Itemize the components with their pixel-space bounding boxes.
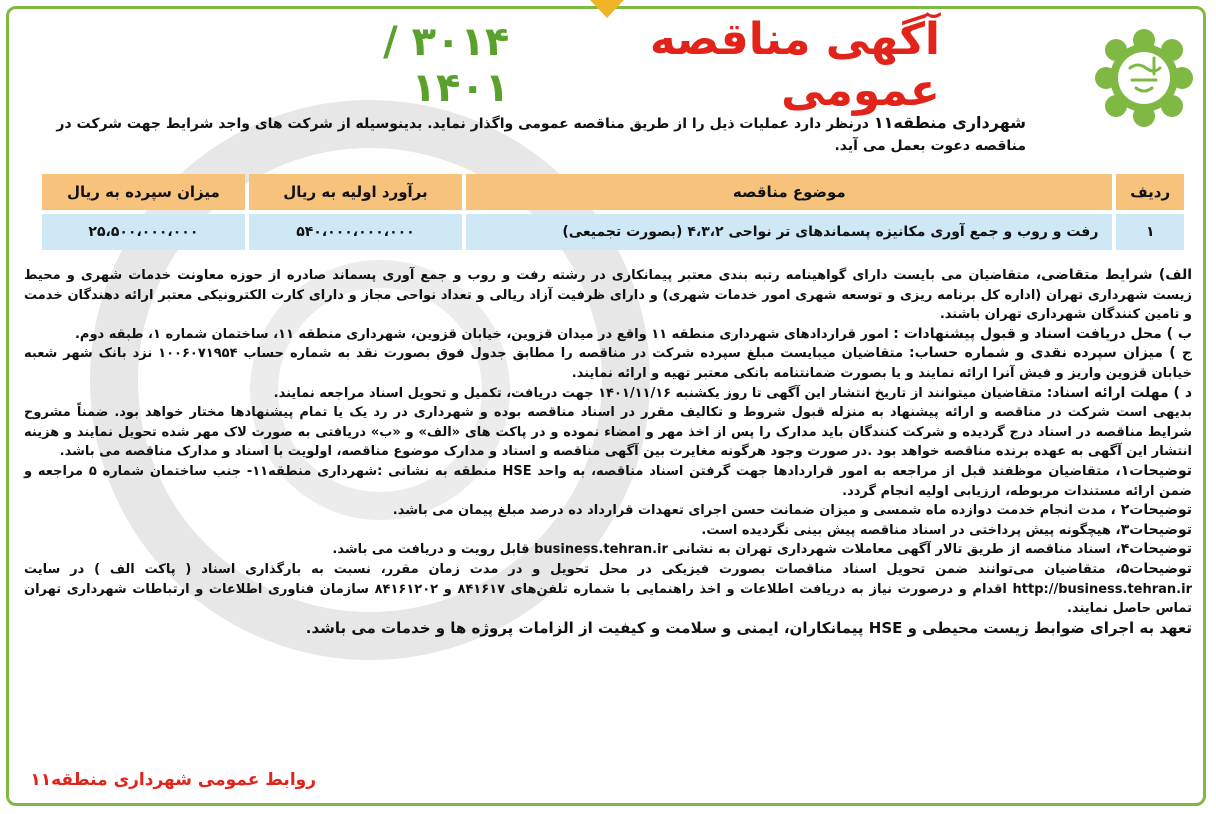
cell-subject: رفت و روب و جمع آوری مکانیزه پسماندهای تر نواحی ۴،۳،۲ (بصورت تجمیعی) <box>466 214 1112 250</box>
header-row-number: ردیف <box>1116 174 1184 210</box>
section-c: ج ) میزان سپرده نقدی و شماره حساب: متقاضیان میبایست مبلغ سپرده شرکت در مناقصه را مطابق جدول فوق بصورت نقد به شماره حساب ۱۰۰۶۰۷۱۹۵۴ نزد بانک شهر شعبه خیابان قزوین واریز و فیش آنرا ارائه نمایند و یا بصورت ضمانتنامه بانکی معتبر تهیه و ارائه نمایند. <box>24 345 1192 381</box>
note-1: توضیحات۱، متقاضیان موظفند قبل از مراجعه به امور قراردادها جهت گرفتن اسناد مناقصه، به واحد HSE منطقه به نشانی :شهرداری منطقه۱۱- جنب ساختمان شماره ۵ مراجعه و ضمن ارائه مستندات مربوطه، ارزیابی اولیه انجام گردد. <box>24 462 1192 499</box>
tender-table <box>38 170 1188 254</box>
section-a: الف) شرایط متقاضی، متقاضیان می بایست دارای گواهینامه رتبه بندی معتبر پیمانکاری در رشته رفت و روب و جمع آوری پسماند صادره از حوزه معاونت خدمات شهری و محیط زیست شهرداری تهران (اداره کل برنامه ریزی و توسعه شهری امور خدمات شهری) و دارای ظرفیت آزاد ریالی و تعداد نواحی مجاز و دارای کارت الکترونیکی معتبر ارائه دهندگان خدمت و تامین کنندگان شهرداری تهران باشند. <box>24 267 1192 323</box>
header-estimate: برآورد اولیه به ریال <box>249 174 462 210</box>
tehran-municipality-logo <box>1094 28 1194 128</box>
cell-estimate: ۵۴۰،۰۰۰،۰۰۰،۰۰۰ <box>249 214 462 250</box>
notice-body <box>24 266 1192 639</box>
title-text: آگهی مناقصه عمومی <box>649 14 940 116</box>
intro-paragraph <box>36 112 1026 157</box>
hse-commitment: تعهد به اجرای ضوابط زیست محیطی و HSE پیمانکاران، ایمنی و سلامت و کیفیت از الزامات پروژه ها و خدمات می باشد. <box>305 618 1192 637</box>
intro-text: درنظر دارد عملیات ذیل را از طریق مناقصه عمومی واگذار نماید. بدینوسیله از شرکت های واجد شرایط جهت شرکت در مناقصه دعوت بعمل می آید. <box>56 116 1026 154</box>
section-d: د ) مهلت ارائه اسناد: متقاضیان میتوانند از تاریخ انتشار این آگهی تا روز یکشنبه ۱۴۰۱/۱۱/۱۶ جهت دریافت، تکمیل و تحویل اسناد مراجعه نمایند. <box>273 384 1192 401</box>
footer-signature: روابط عمومی شهرداری منطقه۱۱ <box>30 770 316 790</box>
cell-deposit: ۲۵،۵۰۰،۰۰۰،۰۰۰ <box>42 214 245 250</box>
section-general: بدیهی است شرکت در مناقصه و ارائه پیشنهاد به منزله قبول شروط و تکالیف مقرر در اسناد مناقصه بوده و شهرداری در رد یک یا تمام پیشنهادها مختار خواهد بود. ضمناً مشروح شرایط مناقصه در اسناد درج گردیده و شرکت کنندگان باید مدارک را پس از اخذ مهر و امضاء نموده و در پاکت های «الف» و «ب» دریافتی به صورت لاک مهر شده تحویل نمایند و هزینه انتشار این آگهی به عهده برنده مناقصه خواهد بود .در صورت وجود هرگونه مغایرت بین آگهی مناقصه و اسناد و مدارک موضوع مناقصه، اولویت با اسناد و مدارک مناقصه می باشد. <box>24 405 1192 460</box>
cell-row-number: ۱ <box>1116 214 1184 250</box>
note-3: توضیحات۳، هیچگونه پیش پرداختی در اسناد مناقصه پیش بینی نگردیده است. <box>701 521 1192 538</box>
note-4: توضیحات۴، اسناد مناقصه از طریق تالار آگهی معاملات شهرداری تهران به نشانی business.tehran.ir قابل رویت و دریافت می باشد. <box>332 541 1192 558</box>
header-subject: موضوع مناقصه <box>466 174 1112 210</box>
intro-org: شهرداری منطقه۱۱ <box>873 113 1026 132</box>
section-b: ب ) محل دریافت اسناد و قبول پیشنهادات : امور قراردادهای شهرداری منطقه ۱۱ واقع در میدان قزوین، خیابان قزوین، شهرداری منطقه ۱۱، ساختمان شماره ۱، طبقه دوم. <box>74 325 1192 342</box>
table-row <box>42 214 1184 250</box>
title-number: ۳۰۱۴ / ۱۴۰۱ <box>383 19 510 111</box>
note-5: توضیحات۵، متقاضیان می‌توانند ضمن تحویل اسناد مناقصات بصورت فیزیکی در محل تحویل و در مدت زمان مقرر، نسبت به بارگذاری اسناد ( پاکت الف ) در سایت http://business.tehran.ir اقدام و درصورت نیاز به دریافت اطلاعات و اخذ راهنمایی با شماره تلفن‌های ۸۴۱۶۱۷ و ۸۴۱۶۱۲۰۲ سازمان فناوری اطلاعات و ارتباطات شهرداری تهران تماس حاصل نمایند. <box>24 560 1192 617</box>
header-deposit: میزان سپرده به ریال <box>42 174 245 210</box>
notice-title <box>300 14 940 116</box>
note-2: توضیحات۲ ، مدت انجام خدمت دوازده ماه شمسی و میزان ضمانت حسن اجرای تعهدات قرارداد ده درصد مبلغ پیمان می باشد. <box>392 502 1192 519</box>
table-header-row <box>42 174 1184 210</box>
